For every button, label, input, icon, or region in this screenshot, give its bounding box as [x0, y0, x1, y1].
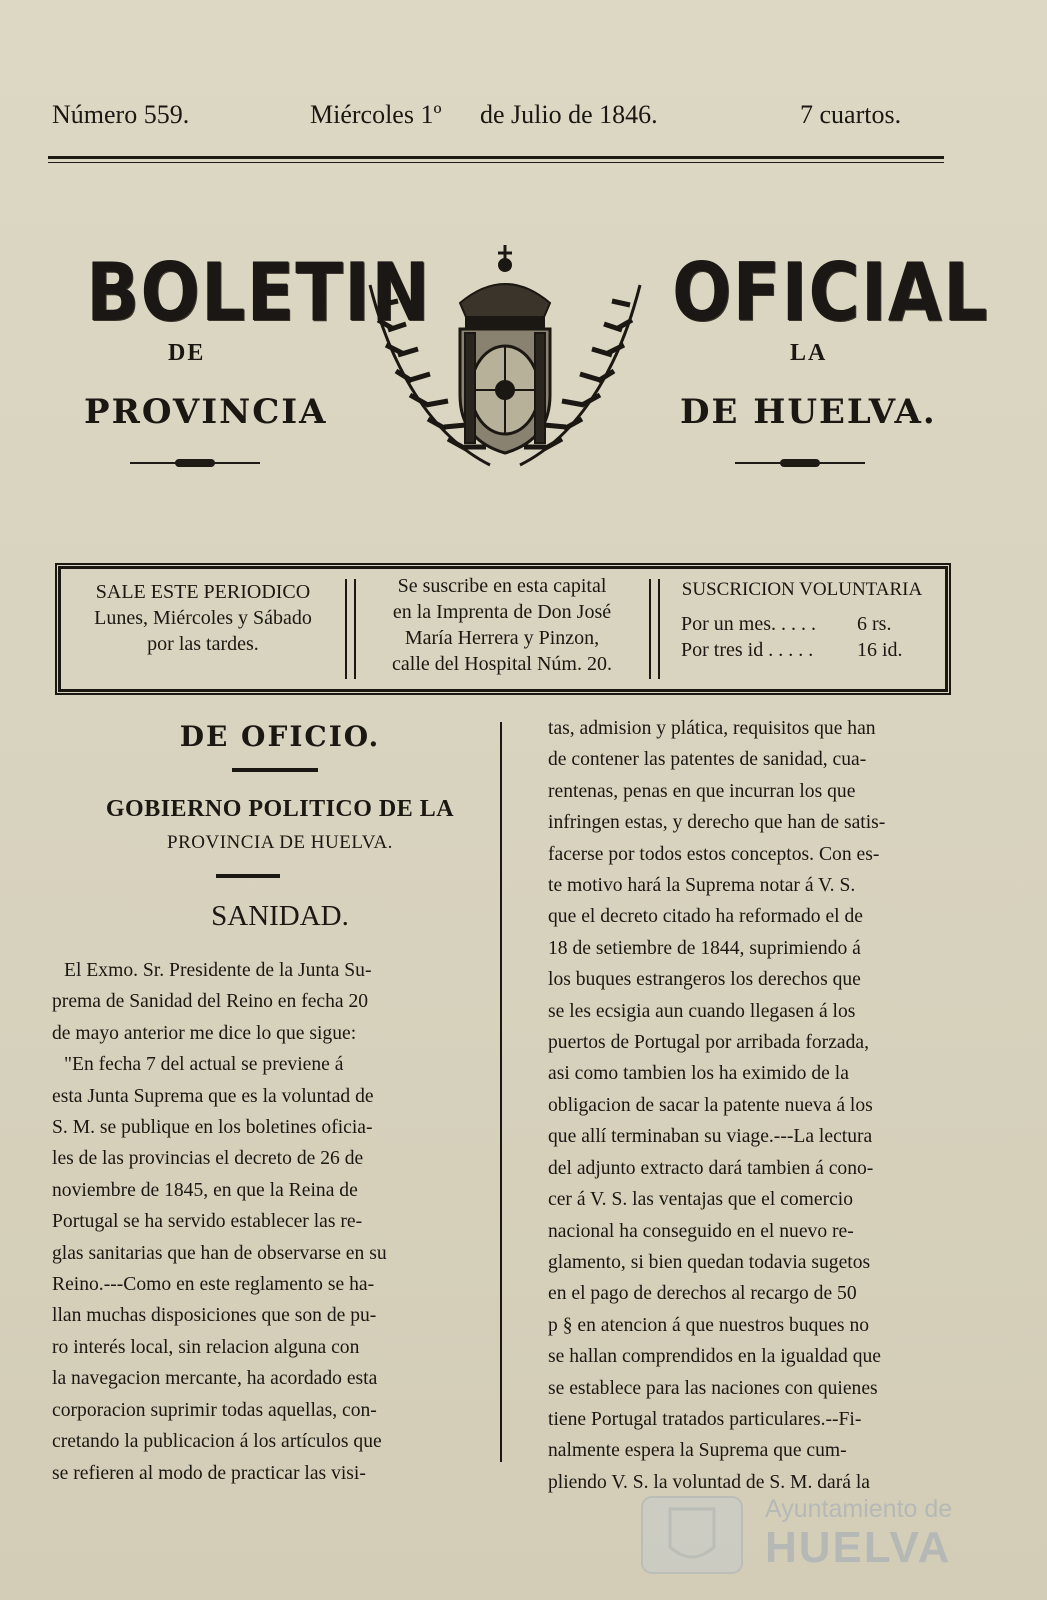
text-line: glamento, si bien quedan todavia sugetos [548, 1251, 871, 1273]
price-value: 16 id. [857, 639, 903, 661]
text-line: se establece para las naciones con quienes [548, 1377, 878, 1399]
text-line: los buques estrangeros los derechos que [548, 969, 861, 991]
column-separator [345, 579, 356, 679]
text-line: El Exmo. Sr. Presidente de la Junta Su- [64, 960, 372, 981]
text-line: nacional ha conseguido en el nuevo re- [548, 1220, 854, 1242]
price-row [661, 637, 943, 663]
text-line: ro interés local, sin relacion alguna con [52, 1336, 360, 1358]
provincia-heading: PROVINCIA DE HUELVA. [167, 832, 393, 853]
schedule-column [67, 579, 339, 657]
gobierno-heading: GOBIERNO POLITICO DE LA [105, 796, 455, 822]
text-line: tiene Portugal tratados particulares.--Fi- [548, 1408, 862, 1430]
column-divider [500, 722, 502, 1462]
title-de-huelva: DE HUELVA. [680, 392, 937, 432]
text-line: rentenas, penas en que incurran los que [548, 780, 856, 802]
city-seal-icon [640, 1495, 750, 1575]
masthead-line [52, 100, 942, 140]
text-line: 18 de setiembre de 1844, suprimiendo á [548, 937, 861, 959]
text-line: se refieren al modo de practicar las visi- [52, 1462, 366, 1484]
text-line: se hallan comprendidos en la igualdad que [548, 1346, 881, 1368]
subscription-line: María Herrera y Pinzon, [404, 627, 600, 649]
text-line: Portugal se ha servido establecer las re- [52, 1211, 363, 1233]
text-line: que allí terminaban su viage.---La lectura [548, 1126, 873, 1148]
text-line: glas sanitarias que han de observarse en su [52, 1242, 387, 1264]
text-line: obligacion de sacar la patente nueva á los [548, 1094, 873, 1116]
price-title: SUSCRICION VOLUNTARIA [681, 579, 923, 600]
price-label: Por tres id . . . . . [681, 639, 814, 661]
title-ornament-right [735, 462, 865, 464]
subscription-line: Se suscribe en esta capital [397, 575, 607, 597]
text-line: infringen estas, y derecho que han de satis- [548, 812, 886, 834]
text-line: en el pago de derechos al recargo de 50 [548, 1283, 857, 1305]
schedule-time: por las tardes. [147, 633, 259, 655]
text-line: de mayo anterior me dice lo que sigue: [52, 1022, 357, 1044]
schedule-days: Lunes, Miércoles y Sábado [94, 607, 312, 629]
text-line: esta Junta Suprema que es la voluntad de [52, 1085, 374, 1107]
price-row [661, 611, 943, 637]
watermark-line1: Ayuntamiento de [765, 1495, 953, 1523]
heading-rule [232, 768, 318, 772]
watermark-line2: HUELVA [765, 1523, 952, 1572]
sanidad-heading: SANIDAD. [211, 900, 349, 932]
text-line: tas, admision y plática, requisitos que han [548, 718, 876, 739]
text-line: nalmente espera la Suprema que cum- [548, 1440, 847, 1462]
text-line: la navegacion mercante, ha acordado esta [52, 1368, 378, 1390]
heading-rule [216, 874, 280, 878]
title-ornament-left [130, 462, 260, 464]
issue-number: Número 559. [52, 100, 190, 129]
text-line: corporacion suprimir todas aquellas, con- [52, 1399, 377, 1421]
schedule-title: SALE ESTE PERIODICO [95, 581, 311, 603]
subscription-line: en la Imprenta de Don José [392, 601, 612, 623]
masthead-rule [48, 156, 944, 163]
archive-watermark [640, 1495, 980, 1575]
text-line: que el decreto citado ha reformado el de [548, 906, 863, 928]
issue-price: 7 cuartos. [800, 100, 902, 129]
text-line: S. M. se publique en los boletines oficia- [52, 1117, 373, 1139]
title-oficial: OFICIAL [672, 245, 989, 340]
text-line: cretando la publicacion á los artículos que [52, 1431, 382, 1453]
subscription-box [58, 566, 948, 692]
text-line: del adjunto extracto dará tambien á cono- [548, 1157, 874, 1179]
text-line: pliendo V. S. la voluntad de S. M. dará la [548, 1471, 870, 1493]
article-column-right [548, 713, 956, 1498]
text-line: facerse por todos estos conceptos. Con es- [548, 843, 880, 865]
text-line: noviembre de 1845, en que la Reina de [52, 1179, 358, 1201]
price-column [661, 577, 943, 663]
issue-day: Miércoles 1º [310, 100, 442, 129]
title-la: LA [790, 340, 828, 366]
text-line: Reino.---Como en este reglamento se ha- [52, 1274, 375, 1296]
price-label: Por un mes. . . . . [681, 613, 816, 635]
title-boletin: BOLETIN [86, 245, 431, 340]
text-line: cer á V. S. las ventajas que el comercio [548, 1189, 854, 1211]
issue-date: de Julio de 1846. [480, 100, 658, 129]
title-de: DE [168, 340, 206, 366]
title-provincia: PROVINCIA [84, 392, 328, 432]
price-value: 6 rs. [857, 613, 892, 635]
de-oficio-heading: DE OFICIO. [179, 720, 381, 753]
article-column-left [52, 955, 457, 1489]
text-line: "En fecha 7 del actual se previene á [64, 1054, 344, 1076]
text-line: asi como tambien los ha eximido de la [548, 1063, 849, 1085]
text-line: te motivo hará la Suprema notar á V. S. [548, 875, 856, 897]
subscription-line: calle del Hospital Núm. 20. [392, 653, 612, 675]
text-line: prema de Sanidad del Reino en fecha 20 [52, 991, 369, 1013]
coat-of-arms-icon [340, 225, 670, 485]
subscription-column [361, 573, 643, 677]
text-line: de contener las patentes de sanidad, cua- [548, 749, 867, 771]
column-separator [649, 579, 660, 679]
text-line: p § en atencion á que nuestros buques no [548, 1314, 870, 1336]
text-line: puertos de Portugal por arribada forzada, [548, 1032, 869, 1054]
text-line: se les ecsigia aun cuando llegasen á los [548, 1000, 856, 1022]
text-line: llan muchas disposiciones que son de pu- [52, 1305, 377, 1327]
text-line: les de las provincias el decreto de 26 de [52, 1148, 364, 1170]
